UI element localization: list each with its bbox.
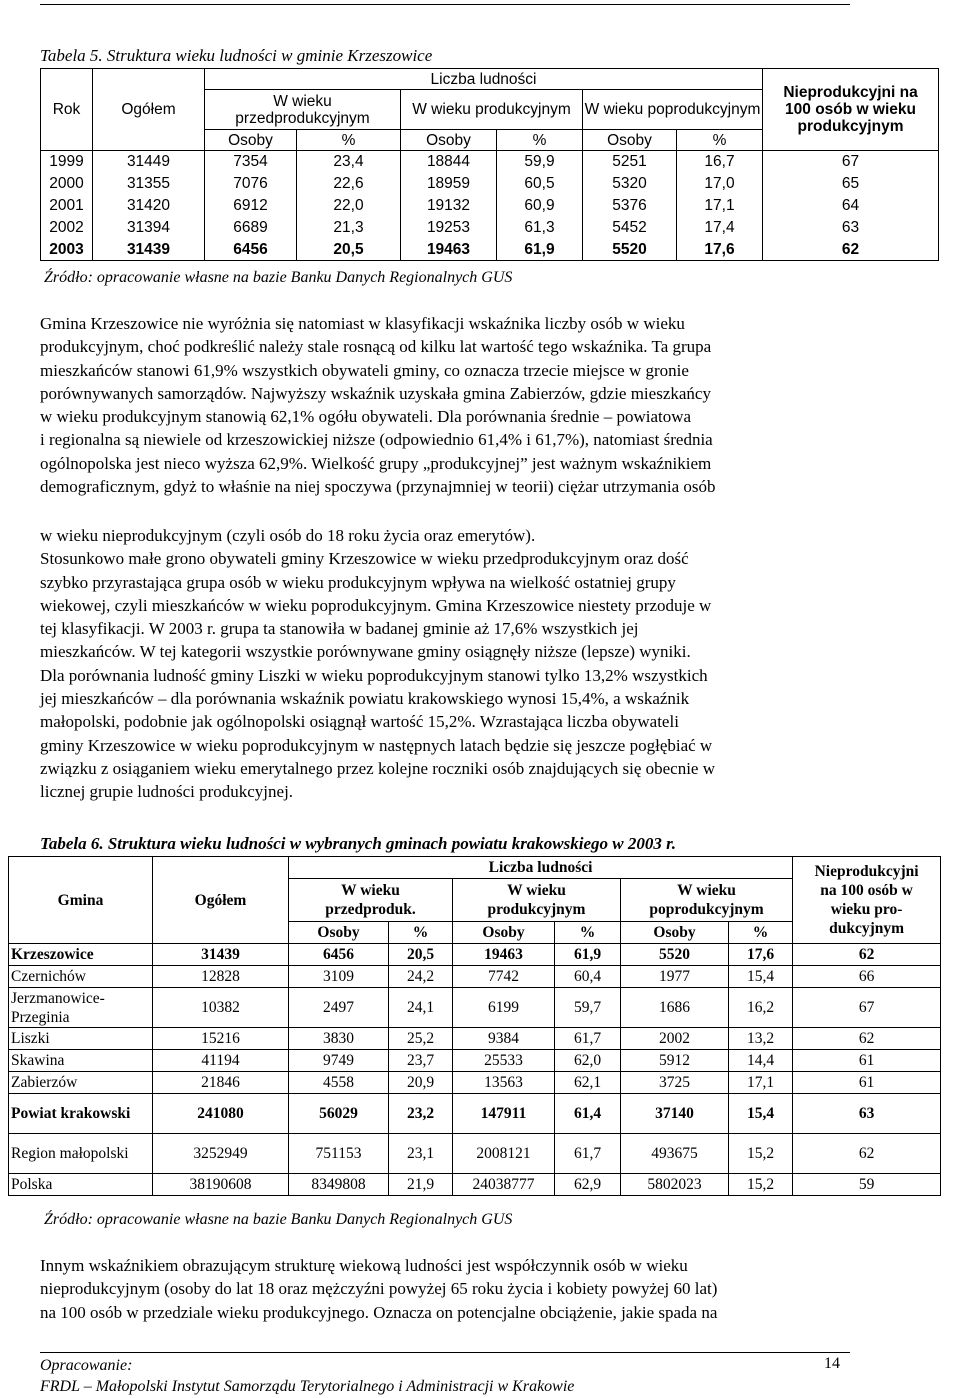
table-cell: 2002 bbox=[621, 1028, 729, 1050]
table-cell: 1977 bbox=[621, 966, 729, 988]
table-cell: 23,2 bbox=[389, 1094, 453, 1134]
table-cell: 61 bbox=[793, 1050, 941, 1072]
table-row bbox=[9, 1174, 941, 1196]
table-cell: 6199 bbox=[453, 988, 555, 1028]
table-cell: 17,6 bbox=[677, 239, 763, 261]
table-cell: 37140 bbox=[621, 1094, 729, 1134]
t5-head-przedprodukcyjny: W wieku przedprodukcyjnym bbox=[205, 90, 401, 130]
gmina-name-cell: Liszki bbox=[9, 1028, 153, 1050]
table-cell: 23,7 bbox=[389, 1050, 453, 1072]
table-cell: 25,2 bbox=[389, 1028, 453, 1050]
table-cell: 15216 bbox=[153, 1028, 289, 1050]
text-line: związku z osiąganiem wieku emerytalnego przez kolejne roczniki osób znajdujących się obecnie w bbox=[40, 758, 716, 778]
table-cell: 18844 bbox=[401, 151, 497, 173]
text-line: w wieku produkcyjnym stanowią 62,1% ogółu obywateli. Dla porównania średnie – powiatowa bbox=[40, 407, 692, 427]
table-cell: 61 bbox=[793, 1072, 941, 1094]
table-cell: 2000 bbox=[41, 173, 93, 195]
table-cell: 59 bbox=[793, 1174, 941, 1196]
text-line: ogólnopolska jest nieco wyższa 62,9%. Wielkość grupy „produkcyjnej” jest ważnym wskaźnikiem bbox=[40, 453, 712, 473]
table-cell: 2008121 bbox=[453, 1134, 555, 1174]
text-line: wiekowej, czyli mieszkańców w wieku poprodukcyjnym. Gmina Krzeszowice niestety przoduje w bbox=[40, 595, 712, 615]
page-number: 14 bbox=[824, 1355, 840, 1372]
table-cell: 15,4 bbox=[729, 966, 793, 988]
table-cell: 17,0 bbox=[677, 173, 763, 195]
text-line: w wieku nieprodukcyjnym (czyli osób do 18 roku życia oraz emerytów). bbox=[40, 526, 536, 545]
table-cell: 2497 bbox=[289, 988, 389, 1028]
table-cell: 24,2 bbox=[389, 966, 453, 988]
footer-label: Opracowanie: bbox=[40, 1357, 133, 1374]
table-cell: 2003 bbox=[41, 239, 93, 261]
gmina-name-cell: Polska bbox=[9, 1174, 153, 1196]
table-cell: 62 bbox=[793, 944, 941, 966]
table-cell: 13,2 bbox=[729, 1028, 793, 1050]
table-cell: 60,5 bbox=[497, 173, 583, 195]
footer-rule bbox=[40, 1352, 850, 1353]
table-cell: 5520 bbox=[583, 239, 677, 261]
t6-head-pct: % bbox=[389, 922, 453, 944]
text-line: jej mieszkańców – dla porównania wskaźnik powiatu krakowskiego wynosi 15,4%, a wskaźnik bbox=[40, 689, 690, 709]
t5-head-osoby: Osoby bbox=[401, 130, 497, 151]
table-cell: 6689 bbox=[205, 217, 297, 239]
table-row bbox=[41, 151, 939, 173]
table-cell: 6456 bbox=[289, 944, 389, 966]
t5-head-osoby: Osoby bbox=[205, 130, 297, 151]
table-cell: 15,2 bbox=[729, 1174, 793, 1196]
t5-head-poprodukcyjny: W wieku poprodukcyjnym bbox=[583, 90, 763, 130]
table-cell: 20,5 bbox=[297, 239, 401, 261]
table-row bbox=[41, 173, 939, 195]
text-line: Dla porównania ludność gminy Liszki w wieku poprodukcyjnym stanowi tylko 13,2% wszystkich bbox=[40, 665, 708, 685]
footer-organization: FRDL – Małopolski Instytut Samorządu Terytorialnego i Administracji w Krakowie bbox=[40, 1378, 575, 1395]
top-rule bbox=[40, 4, 850, 5]
text-line: Innym wskaźnikiem obrazującym strukturę wiekową ludności jest współczynnik osób w wieku bbox=[40, 1256, 688, 1275]
table-cell: 1686 bbox=[621, 988, 729, 1028]
gmina-name-cell: Region małopolski bbox=[9, 1134, 153, 1174]
table-cell: 41194 bbox=[153, 1050, 289, 1072]
table-cell: 22,0 bbox=[297, 195, 401, 217]
table5-caption: Tabela 5. Struktura wieku ludności w gminie Krzeszowice bbox=[40, 46, 433, 65]
table-cell: 751153 bbox=[289, 1134, 389, 1174]
table-cell: 12828 bbox=[153, 966, 289, 988]
table-cell: 6912 bbox=[205, 195, 297, 217]
table-cell: 62 bbox=[763, 239, 939, 261]
text-line: licznej grupie ludności produkcyjnej. bbox=[40, 782, 294, 802]
t6-head-osoby: Osoby bbox=[453, 922, 555, 944]
t5-head-produkcyjny: W wieku produkcyjnym bbox=[401, 90, 583, 130]
table-row bbox=[41, 239, 939, 261]
table-cell: 31420 bbox=[93, 195, 205, 217]
t6-head-liczba: Liczba ludności bbox=[289, 857, 793, 879]
gmina-name-cell: Jerzmanowice-Przeginia bbox=[9, 988, 153, 1028]
text-line: i regionalna są niewiele od krzeszowickiej niższe (odpowiednio 61,4% i 61,7%), natomiast średnia bbox=[40, 430, 713, 450]
t5-head-rok: Rok bbox=[41, 69, 93, 151]
table-row bbox=[41, 217, 939, 239]
table-cell: 61,7 bbox=[555, 1028, 621, 1050]
text-line: tej klasyfikacji. W 2003 r. grupa ta stanowiła w badanej gminie aż 17,6% wszystkich jej bbox=[40, 619, 639, 639]
table-cell: 67 bbox=[763, 151, 939, 173]
table-cell: 4558 bbox=[289, 1072, 389, 1094]
table-cell: 59,9 bbox=[497, 151, 583, 173]
t5-head-osoby: Osoby bbox=[583, 130, 677, 151]
t6-head-pct: % bbox=[729, 922, 793, 944]
table-cell: 15,4 bbox=[729, 1094, 793, 1134]
text-line: Gmina Krzeszowice nie wyróżnia się natomiast w klasyfikacji wskaźnika liczby osób w wieku bbox=[40, 314, 685, 333]
table5 bbox=[40, 68, 939, 261]
table-cell: 13563 bbox=[453, 1072, 555, 1094]
text-line: szybko przyrastająca grupa osób w wieku produkcyjnym wpływa na wielkość ostatniej grupy bbox=[40, 572, 676, 592]
table-cell: 5452 bbox=[583, 217, 677, 239]
t6-head-nieprodukcyjni: Nieprodukcyjni na 100 osób w wieku pro-dukcyjnym bbox=[793, 857, 941, 944]
text-line: produkcyjnym, choć podkreślić należy stale rosnącą od kilku lat wartość tego wskaźnika. Ta grupa bbox=[40, 337, 712, 357]
table-cell: 61,4 bbox=[555, 1094, 621, 1134]
t6-head-gmina: Gmina bbox=[9, 857, 153, 944]
table-cell: 5912 bbox=[621, 1050, 729, 1072]
table-cell: 24038777 bbox=[453, 1174, 555, 1196]
text-line: nieprodukcyjnym (osoby do lat 18 oraz mężczyźni powyżej 65 roku życia i kobiety powyżej 60 lat) bbox=[40, 1279, 718, 1299]
text-line: Stosunkowo małe grono obywateli gminy Krzeszowice w wieku przedprodukcyjnym oraz dość bbox=[40, 549, 689, 569]
gmina-name-cell: Krzeszowice bbox=[9, 944, 153, 966]
table-cell: 21846 bbox=[153, 1072, 289, 1094]
table-cell: 62,9 bbox=[555, 1174, 621, 1196]
table-cell: 31355 bbox=[93, 173, 205, 195]
table-cell: 62,1 bbox=[555, 1072, 621, 1094]
table6-source: Źródło: opracowanie własne na bazie Banku Danych Regionalnych GUS bbox=[44, 1211, 513, 1228]
text-line: mieszkańców. W tej kategorii wszystkie porównywane gminy osiągnęły niższe (lepsze) wyniki. bbox=[40, 642, 691, 662]
table-cell: 3109 bbox=[289, 966, 389, 988]
text-line: gminy Krzeszowice w wieku poprodukcyjnym w następnych latach będzie się jeszcze pogłębiać w bbox=[40, 735, 713, 755]
table-cell: 63 bbox=[763, 217, 939, 239]
table-cell: 19253 bbox=[401, 217, 497, 239]
text-line: mieszkańców stanowi 61,9% wszystkich obywateli gminy, co oznacza trzecie miejsce w gronie bbox=[40, 360, 689, 380]
table-cell: 21,3 bbox=[297, 217, 401, 239]
table-cell: 7076 bbox=[205, 173, 297, 195]
gmina-name-cell: Czernichów bbox=[9, 966, 153, 988]
table-cell: 61,3 bbox=[497, 217, 583, 239]
table-row bbox=[41, 195, 939, 217]
text-line: na 100 osób w przedziale wieku produkcyjnego. Oznacza on potencjalne obciążenie, jakie spada na bbox=[40, 1302, 718, 1322]
table-cell: 14,4 bbox=[729, 1050, 793, 1072]
table-cell: 5802023 bbox=[621, 1174, 729, 1196]
table-cell: 23,1 bbox=[389, 1134, 453, 1174]
t5-head-liczba: Liczba ludności bbox=[205, 69, 763, 90]
table-cell: 2002 bbox=[41, 217, 93, 239]
table-cell: 15,2 bbox=[729, 1134, 793, 1174]
table-cell: 147911 bbox=[453, 1094, 555, 1134]
table-cell: 61,9 bbox=[497, 239, 583, 261]
text-line: małopolski, podobnie jak ogólnopolski osiągnął wartość 15,2%. Wzrastająca liczba obywateli bbox=[40, 712, 679, 732]
table-cell: 7742 bbox=[453, 966, 555, 988]
table-cell: 63 bbox=[793, 1094, 941, 1134]
table-cell: 25533 bbox=[453, 1050, 555, 1072]
table-cell: 62,0 bbox=[555, 1050, 621, 1072]
table-cell: 5320 bbox=[583, 173, 677, 195]
table-cell: 56029 bbox=[289, 1094, 389, 1134]
table-cell: 38190608 bbox=[153, 1174, 289, 1196]
gmina-name-cell: Skawina bbox=[9, 1050, 153, 1072]
table-row bbox=[9, 944, 941, 966]
table-cell: 31439 bbox=[93, 239, 205, 261]
t6-head-poprodukcyjny: W wieku poprodukcyjnym bbox=[621, 879, 793, 922]
t5-head-pct: % bbox=[677, 130, 763, 151]
table-row bbox=[9, 1050, 941, 1072]
table-cell: 64 bbox=[763, 195, 939, 217]
table-cell: 9749 bbox=[289, 1050, 389, 1072]
table-cell: 61,9 bbox=[555, 944, 621, 966]
t5-head-nieprodukcyjni: Nieprodukcyjni na 100 osób w wieku produkcyjnym bbox=[763, 69, 939, 151]
paragraph-2 bbox=[40, 524, 852, 804]
table-cell: 22,6 bbox=[297, 173, 401, 195]
table-cell: 67 bbox=[793, 988, 941, 1028]
table-cell: 5376 bbox=[583, 195, 677, 217]
table-cell: 19132 bbox=[401, 195, 497, 217]
table-cell: 31394 bbox=[93, 217, 205, 239]
table-cell: 20,9 bbox=[389, 1072, 453, 1094]
table-cell: 60,9 bbox=[497, 195, 583, 217]
t6-head-ogolem: Ogółem bbox=[153, 857, 289, 944]
paragraph-3 bbox=[40, 1254, 852, 1324]
t5-head-pct: % bbox=[497, 130, 583, 151]
table-cell: 17,1 bbox=[677, 195, 763, 217]
table-cell: 21,9 bbox=[389, 1174, 453, 1196]
table-cell: 5251 bbox=[583, 151, 677, 173]
table-cell: 10382 bbox=[153, 988, 289, 1028]
table-cell: 16,2 bbox=[729, 988, 793, 1028]
table-cell: 66 bbox=[793, 966, 941, 988]
table-cell: 241080 bbox=[153, 1094, 289, 1134]
table-row bbox=[9, 966, 941, 988]
table-cell: 61,7 bbox=[555, 1134, 621, 1174]
table6 bbox=[8, 856, 941, 1196]
table-cell: 24,1 bbox=[389, 988, 453, 1028]
table-row bbox=[9, 1028, 941, 1050]
table-cell: 17,6 bbox=[729, 944, 793, 966]
t6-head-osoby: Osoby bbox=[621, 922, 729, 944]
t5-head-pct: % bbox=[297, 130, 401, 151]
table-cell: 19463 bbox=[453, 944, 555, 966]
t6-head-produkcyjny: W wieku produkcyjnym bbox=[453, 879, 621, 922]
t6-head-osoby: Osoby bbox=[289, 922, 389, 944]
table-cell: 17,1 bbox=[729, 1072, 793, 1094]
table-cell: 493675 bbox=[621, 1134, 729, 1174]
table-cell: 62 bbox=[793, 1134, 941, 1174]
table-cell: 17,4 bbox=[677, 217, 763, 239]
table-cell: 65 bbox=[763, 173, 939, 195]
table-cell: 31439 bbox=[153, 944, 289, 966]
table-cell: 16,7 bbox=[677, 151, 763, 173]
table-cell: 23,4 bbox=[297, 151, 401, 173]
table-cell: 31449 bbox=[93, 151, 205, 173]
table-cell: 18959 bbox=[401, 173, 497, 195]
paragraph-1 bbox=[40, 312, 852, 498]
table-row bbox=[9, 1094, 941, 1134]
table-cell: 5520 bbox=[621, 944, 729, 966]
table-cell: 3830 bbox=[289, 1028, 389, 1050]
t5-head-ogolem: Ogółem bbox=[93, 69, 205, 151]
table-cell: 3725 bbox=[621, 1072, 729, 1094]
table-row bbox=[9, 1134, 941, 1174]
table6-caption: Tabela 6. Struktura wieku ludności w wybranych gminach powiatu krakowskiego w 2003 r. bbox=[40, 834, 677, 853]
table-cell: 6456 bbox=[205, 239, 297, 261]
table-cell: 3252949 bbox=[153, 1134, 289, 1174]
table-row bbox=[9, 988, 941, 1028]
table-row bbox=[9, 1072, 941, 1094]
table-cell: 19463 bbox=[401, 239, 497, 261]
table-cell: 59,7 bbox=[555, 988, 621, 1028]
text-line: porównywanych samorządów. Najwyższy wskaźnik uzyskała gmina Zabierzów, gdzie mieszkańcy bbox=[40, 383, 711, 403]
gmina-name-cell: Zabierzów bbox=[9, 1072, 153, 1094]
table-cell: 9384 bbox=[453, 1028, 555, 1050]
table-cell: 60,4 bbox=[555, 966, 621, 988]
t6-head-przedprodukcyjny: W wieku przedproduk. bbox=[289, 879, 453, 922]
table-cell: 20,5 bbox=[389, 944, 453, 966]
table-cell: 62 bbox=[793, 1028, 941, 1050]
table-cell: 8349808 bbox=[289, 1174, 389, 1196]
table-cell: 7354 bbox=[205, 151, 297, 173]
text-line: demograficznym, gdyż to właśnie na niej spoczywa (przynajmniej w teorii) ciężar utrzymania osób bbox=[40, 477, 716, 497]
table5-source: Źródło: opracowanie własne na bazie Banku Danych Regionalnych GUS bbox=[44, 269, 513, 286]
t6-head-pct: % bbox=[555, 922, 621, 944]
table-cell: 2001 bbox=[41, 195, 93, 217]
table-cell: 1999 bbox=[41, 151, 93, 173]
gmina-name-cell: Powiat krakowski bbox=[9, 1094, 153, 1134]
